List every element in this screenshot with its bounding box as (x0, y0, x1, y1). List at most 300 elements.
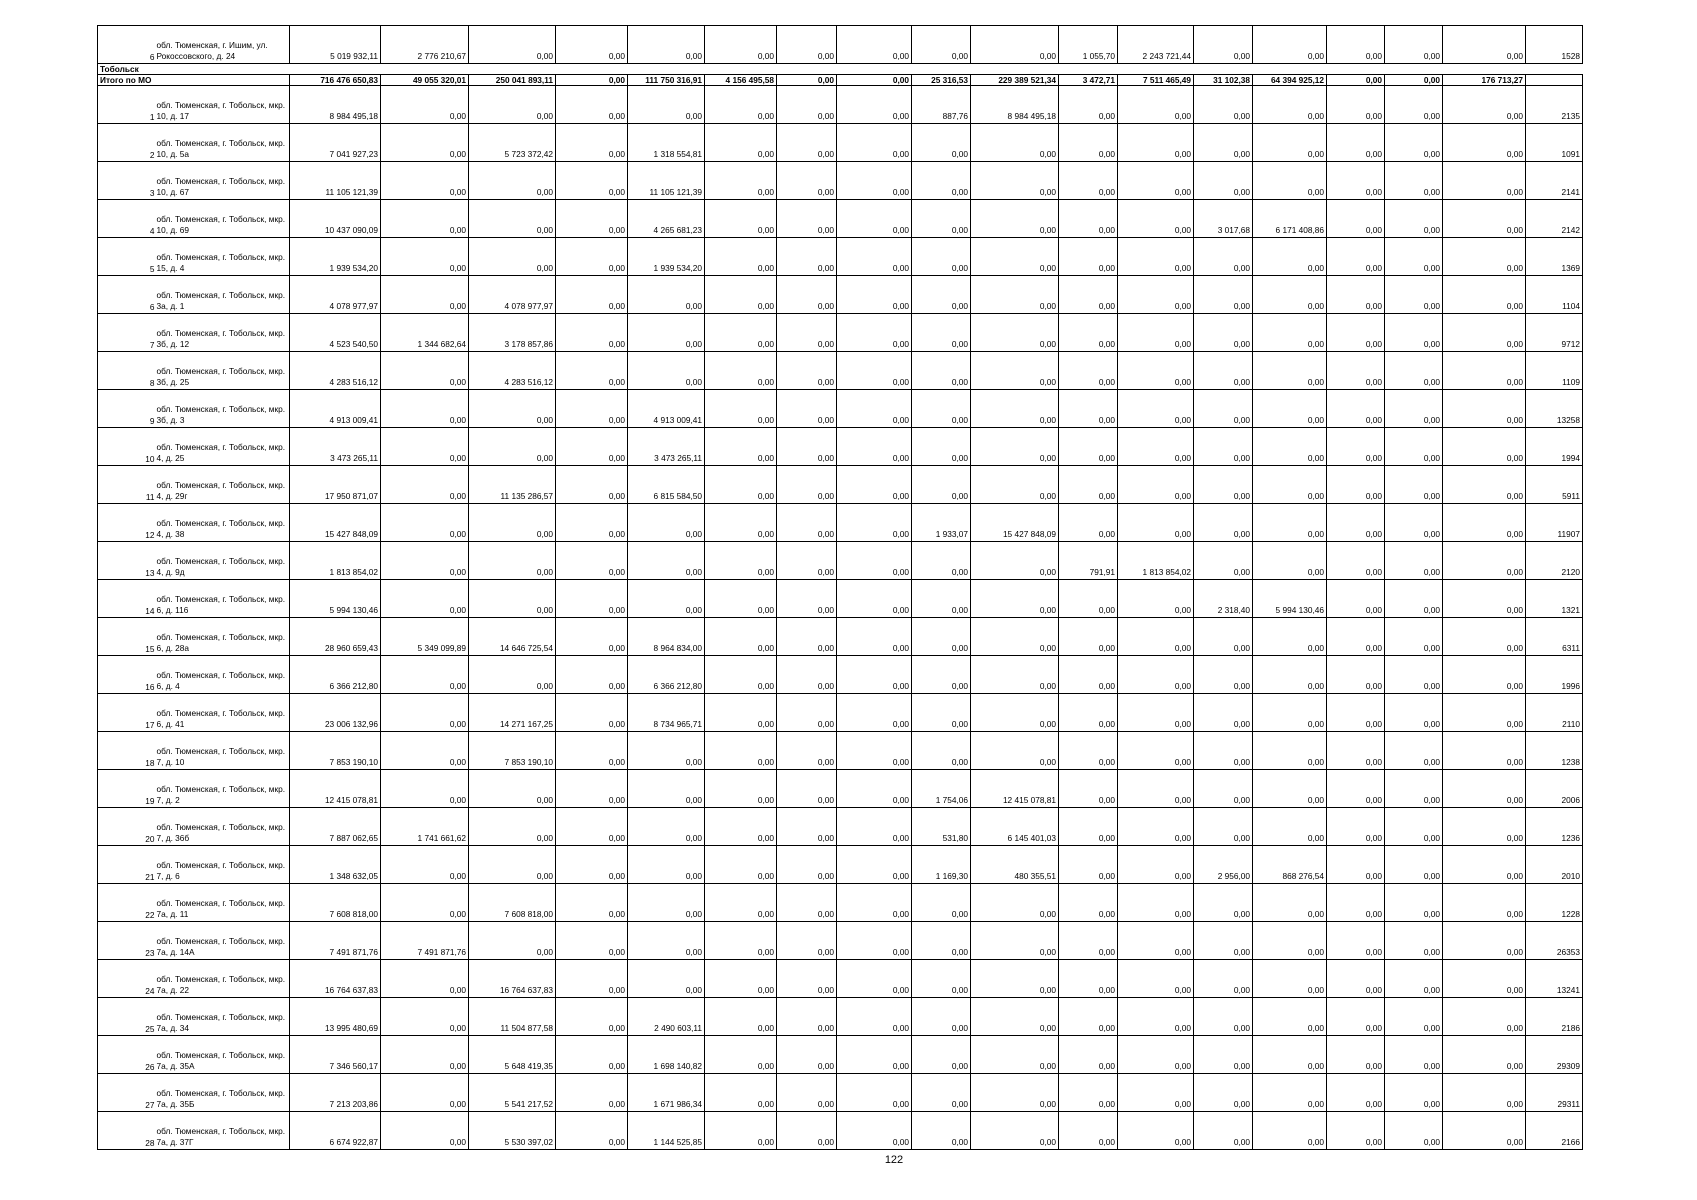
value-cell: 0,00 (1253, 314, 1327, 352)
value-cell: 0,00 (1059, 618, 1118, 656)
value-cell: 5 019 932,11 (290, 26, 381, 64)
value-cell: 0,00 (1327, 1112, 1385, 1150)
row-number-cell: 18 (98, 732, 156, 770)
table-row (98, 200, 1583, 238)
value-cell: 0,00 (381, 162, 469, 200)
value-cell: 0,00 (1194, 884, 1253, 922)
value-cell: 0,00 (837, 770, 912, 808)
value-cell: 2120 (1526, 542, 1583, 580)
value-cell: 0,00 (1443, 1074, 1526, 1112)
value-cell: 0,00 (556, 770, 628, 808)
value-cell: 0,00 (777, 960, 837, 998)
value-cell: 0,00 (705, 466, 777, 504)
value-cell: 0,00 (1443, 390, 1526, 428)
table-row (98, 770, 1583, 808)
value-cell: 0,00 (1443, 1036, 1526, 1074)
value-cell: 0,00 (1327, 238, 1385, 276)
value-cell: 0,00 (912, 732, 971, 770)
value-cell: 4 283 516,12 (469, 352, 556, 390)
row-number-cell: 6 (98, 276, 156, 314)
value-cell: 0,00 (1327, 884, 1385, 922)
value-cell: 0,00 (971, 922, 1059, 960)
value-cell: 0,00 (556, 1112, 628, 1150)
value-cell: 0,00 (1194, 732, 1253, 770)
value-cell: 0,00 (1443, 124, 1526, 162)
value-cell: 0,00 (777, 162, 837, 200)
value-cell: 0,00 (1059, 1036, 1118, 1074)
value-cell: 0,00 (1059, 846, 1118, 884)
value-cell: 0,00 (837, 960, 912, 998)
value-cell: 7 041 927,23 (290, 124, 381, 162)
value-cell: 0,00 (469, 846, 556, 884)
value-cell: 0,00 (1059, 960, 1118, 998)
value-cell: 8 734 965,71 (628, 694, 705, 732)
value-cell: 2 318,40 (1194, 580, 1253, 618)
value-cell: 0,00 (556, 580, 628, 618)
value-cell: 6 366 212,80 (290, 656, 381, 694)
value-cell: 0,00 (777, 656, 837, 694)
value-cell: 0,00 (1194, 1074, 1253, 1112)
value-cell: 1 933,07 (912, 504, 971, 542)
value-cell: 13 995 480,69 (290, 998, 381, 1036)
value-cell: 0,00 (1118, 162, 1194, 200)
value-cell: 0,00 (971, 314, 1059, 352)
total-value-cell: 3 472,71 (1059, 75, 1118, 86)
value-cell: 3 017,68 (1194, 200, 1253, 238)
value-cell: 0,00 (1385, 618, 1443, 656)
value-cell: 0,00 (1385, 390, 1443, 428)
table-row (98, 618, 1583, 656)
value-cell: 0,00 (1385, 314, 1443, 352)
value-cell: 2110 (1526, 694, 1583, 732)
value-cell: 0,00 (837, 808, 912, 846)
value-cell: 0,00 (1059, 200, 1118, 238)
value-cell: 0,00 (1327, 314, 1385, 352)
value-cell: 0,00 (1059, 732, 1118, 770)
value-cell: 0,00 (1443, 732, 1526, 770)
value-cell: 14 271 167,25 (469, 694, 556, 732)
city-label: Тобольск (98, 64, 1583, 75)
value-cell: 0,00 (1118, 352, 1194, 390)
value-cell: 0,00 (912, 542, 971, 580)
value-cell: 0,00 (556, 238, 628, 276)
value-cell: 0,00 (705, 808, 777, 846)
value-cell: 5 723 372,42 (469, 124, 556, 162)
row-number-cell: 25 (98, 998, 156, 1036)
value-cell: 0,00 (837, 86, 912, 124)
address-cell: обл. Тюменская, г. Тобольск, мкр. 7, д. 36б (156, 808, 290, 846)
value-cell: 0,00 (1194, 86, 1253, 124)
value-cell: 0,00 (705, 390, 777, 428)
value-cell: 0,00 (556, 732, 628, 770)
value-cell: 0,00 (1327, 1074, 1385, 1112)
value-cell: 0,00 (705, 1074, 777, 1112)
value-cell: 0,00 (1194, 1112, 1253, 1150)
value-cell: 0,00 (469, 26, 556, 64)
value-cell: 0,00 (1118, 1112, 1194, 1150)
value-cell: 0,00 (777, 1036, 837, 1074)
value-cell: 0,00 (1253, 1036, 1327, 1074)
total-row (98, 75, 1583, 86)
value-cell: 7 491 871,76 (290, 922, 381, 960)
address-cell: обл. Тюменская, г. Тобольск, мкр. 4, д. 9д (156, 542, 290, 580)
value-cell: 0,00 (1385, 732, 1443, 770)
table-row (98, 390, 1583, 428)
value-cell: 0,00 (971, 390, 1059, 428)
value-cell: 3 473 265,11 (628, 428, 705, 466)
value-cell: 0,00 (837, 1112, 912, 1150)
value-cell: 0,00 (1253, 162, 1327, 200)
value-cell: 0,00 (1385, 162, 1443, 200)
row-number-cell: 11 (98, 466, 156, 504)
value-cell: 0,00 (1385, 1074, 1443, 1112)
value-cell: 8 984 495,18 (971, 86, 1059, 124)
total-value-cell: 4 156 495,58 (705, 75, 777, 86)
value-cell: 0,00 (1443, 618, 1526, 656)
value-cell: 0,00 (556, 86, 628, 124)
value-cell: 0,00 (1118, 1074, 1194, 1112)
value-cell: 6 171 408,86 (1253, 200, 1327, 238)
row-number-cell: 14 (98, 580, 156, 618)
value-cell: 0,00 (1385, 922, 1443, 960)
value-cell: 0,00 (381, 1112, 469, 1150)
value-cell: 1 344 682,64 (381, 314, 469, 352)
value-cell: 0,00 (1443, 352, 1526, 390)
value-cell: 0,00 (1194, 1036, 1253, 1074)
value-cell: 0,00 (1443, 26, 1526, 64)
value-cell: 0,00 (628, 732, 705, 770)
value-cell: 0,00 (971, 694, 1059, 732)
value-cell: 14 646 725,54 (469, 618, 556, 656)
value-cell: 0,00 (1443, 846, 1526, 884)
value-cell: 1 144 525,85 (628, 1112, 705, 1150)
value-cell: 0,00 (381, 694, 469, 732)
value-cell: 0,00 (777, 808, 837, 846)
value-cell: 0,00 (705, 580, 777, 618)
value-cell: 0,00 (628, 770, 705, 808)
row-number-cell: 15 (98, 618, 156, 656)
row-number-cell: 3 (98, 162, 156, 200)
value-cell: 8 984 495,18 (290, 86, 381, 124)
value-cell: 4 265 681,23 (628, 200, 705, 238)
value-cell: 5 994 130,46 (1253, 580, 1327, 618)
value-cell: 0,00 (556, 504, 628, 542)
registry-table (97, 25, 1583, 1150)
value-cell: 0,00 (556, 352, 628, 390)
value-cell: 0,00 (1194, 922, 1253, 960)
value-cell: 0,00 (777, 732, 837, 770)
address-cell: обл. Тюменская, г. Тобольск, мкр. 7а, д. 35Б (156, 1074, 290, 1112)
value-cell: 0,00 (1443, 808, 1526, 846)
address-cell: обл. Тюменская, г. Тобольск, мкр. 10, д. 67 (156, 162, 290, 200)
value-cell: 0,00 (1118, 314, 1194, 352)
value-cell: 0,00 (556, 200, 628, 238)
value-cell: 1 813 854,02 (290, 542, 381, 580)
row-number-cell: 23 (98, 922, 156, 960)
address-cell: обл. Тюменская, г. Тобольск, мкр. 4, д. 25 (156, 428, 290, 466)
address-cell: обл. Тюменская, г. Тобольск, мкр. 7а, д. 34 (156, 998, 290, 1036)
value-cell: 0,00 (469, 162, 556, 200)
total-value-cell (1526, 75, 1583, 86)
value-cell: 0,00 (705, 504, 777, 542)
value-cell: 0,00 (1443, 238, 1526, 276)
value-cell: 0,00 (1443, 1112, 1526, 1150)
table-row (98, 428, 1583, 466)
value-cell: 0,00 (777, 846, 837, 884)
value-cell: 0,00 (705, 846, 777, 884)
value-cell: 0,00 (1118, 808, 1194, 846)
value-cell: 0,00 (1194, 26, 1253, 64)
value-cell: 12 415 078,81 (290, 770, 381, 808)
value-cell: 0,00 (1253, 1112, 1327, 1150)
value-cell: 0,00 (1385, 428, 1443, 466)
value-cell: 0,00 (837, 428, 912, 466)
value-cell: 9712 (1526, 314, 1583, 352)
value-cell: 1 671 986,34 (628, 1074, 705, 1112)
value-cell: 0,00 (1253, 124, 1327, 162)
value-cell: 0,00 (837, 998, 912, 1036)
value-cell: 0,00 (1327, 618, 1385, 656)
value-cell: 0,00 (1059, 504, 1118, 542)
value-cell: 0,00 (1443, 276, 1526, 314)
value-cell: 0,00 (705, 86, 777, 124)
value-cell: 1109 (1526, 352, 1583, 390)
value-cell: 0,00 (705, 1112, 777, 1150)
address-cell: обл. Тюменская, г. Тобольск, мкр. 15, д. 4 (156, 238, 290, 276)
value-cell: 0,00 (777, 884, 837, 922)
value-cell: 0,00 (912, 656, 971, 694)
value-cell: 1369 (1526, 238, 1583, 276)
value-cell: 1321 (1526, 580, 1583, 618)
value-cell: 0,00 (1059, 162, 1118, 200)
value-cell: 0,00 (628, 276, 705, 314)
value-cell: 0,00 (1253, 1074, 1327, 1112)
value-cell: 1236 (1526, 808, 1583, 846)
value-cell: 0,00 (971, 1074, 1059, 1112)
value-cell: 0,00 (777, 428, 837, 466)
value-cell: 0,00 (971, 580, 1059, 618)
value-cell: 1 698 140,82 (628, 1036, 705, 1074)
value-cell: 0,00 (837, 922, 912, 960)
value-cell: 0,00 (777, 694, 837, 732)
value-cell: 0,00 (1059, 656, 1118, 694)
value-cell: 0,00 (777, 200, 837, 238)
value-cell: 0,00 (1327, 770, 1385, 808)
address-cell: обл. Тюменская, г. Тобольск, мкр. 6, д. 28а (156, 618, 290, 656)
value-cell: 0,00 (912, 352, 971, 390)
value-cell: 0,00 (1059, 1074, 1118, 1112)
value-cell: 1 754,06 (912, 770, 971, 808)
value-cell: 11907 (1526, 504, 1583, 542)
value-cell: 0,00 (1253, 352, 1327, 390)
value-cell: 1 348 632,05 (290, 846, 381, 884)
value-cell: 0,00 (556, 884, 628, 922)
value-cell: 0,00 (469, 390, 556, 428)
value-cell: 0,00 (705, 922, 777, 960)
value-cell: 0,00 (912, 124, 971, 162)
value-cell: 0,00 (1385, 1036, 1443, 1074)
value-cell: 0,00 (705, 618, 777, 656)
value-cell: 0,00 (1194, 960, 1253, 998)
value-cell: 0,00 (1253, 504, 1327, 542)
value-cell: 0,00 (837, 352, 912, 390)
value-cell: 0,00 (1118, 200, 1194, 238)
value-cell: 0,00 (1327, 428, 1385, 466)
value-cell: 0,00 (912, 314, 971, 352)
value-cell: 0,00 (1118, 846, 1194, 884)
value-cell: 868 276,54 (1253, 846, 1327, 884)
value-cell: 0,00 (1194, 770, 1253, 808)
value-cell: 0,00 (381, 846, 469, 884)
value-cell: 0,00 (381, 580, 469, 618)
value-cell: 0,00 (1443, 428, 1526, 466)
value-cell: 0,00 (777, 238, 837, 276)
value-cell: 0,00 (1194, 694, 1253, 732)
value-cell: 0,00 (1059, 276, 1118, 314)
total-value-cell: 0,00 (1327, 75, 1385, 86)
row-number-cell: 24 (98, 960, 156, 998)
row-number-cell: 20 (98, 808, 156, 846)
value-cell: 13258 (1526, 390, 1583, 428)
total-value-cell: 176 713,27 (1443, 75, 1526, 86)
value-cell: 1 169,30 (912, 846, 971, 884)
value-cell: 0,00 (1327, 390, 1385, 428)
value-cell: 0,00 (1059, 922, 1118, 960)
value-cell: 0,00 (705, 26, 777, 64)
table-row (98, 314, 1583, 352)
value-cell: 0,00 (628, 26, 705, 64)
value-cell: 0,00 (1059, 694, 1118, 732)
value-cell: 5 530 397,02 (469, 1112, 556, 1150)
value-cell: 0,00 (1327, 542, 1385, 580)
value-cell: 2141 (1526, 162, 1583, 200)
address-cell: обл. Тюменская, г. Тобольск, мкр. 10, д. 69 (156, 200, 290, 238)
table-row (98, 162, 1583, 200)
value-cell: 0,00 (469, 770, 556, 808)
address-cell: обл. Тюменская, г. Тобольск, мкр. 7, д. 10 (156, 732, 290, 770)
value-cell: 5911 (1526, 466, 1583, 504)
value-cell: 0,00 (971, 1112, 1059, 1150)
value-cell: 0,00 (1118, 428, 1194, 466)
value-cell: 0,00 (556, 466, 628, 504)
value-cell: 1 939 534,20 (628, 238, 705, 276)
value-cell: 0,00 (1385, 352, 1443, 390)
value-cell: 0,00 (1118, 884, 1194, 922)
row-number-cell: 12 (98, 504, 156, 542)
value-cell: 0,00 (837, 846, 912, 884)
value-cell: 0,00 (1194, 542, 1253, 580)
table-row (98, 86, 1583, 124)
value-cell: 0,00 (556, 542, 628, 580)
total-value-cell: 31 102,38 (1194, 75, 1253, 86)
value-cell: 0,00 (469, 200, 556, 238)
value-cell: 0,00 (1385, 580, 1443, 618)
row-number-cell: 27 (98, 1074, 156, 1112)
value-cell: 0,00 (1385, 466, 1443, 504)
table-row (98, 542, 1583, 580)
value-cell: 0,00 (1118, 656, 1194, 694)
total-value-cell: 7 511 465,49 (1118, 75, 1194, 86)
value-cell: 0,00 (1118, 390, 1194, 428)
value-cell: 2166 (1526, 1112, 1583, 1150)
value-cell: 0,00 (381, 504, 469, 542)
value-cell: 0,00 (912, 428, 971, 466)
value-cell: 0,00 (912, 1036, 971, 1074)
value-cell: 1994 (1526, 428, 1583, 466)
value-cell: 0,00 (1194, 162, 1253, 200)
value-cell: 0,00 (1253, 542, 1327, 580)
value-cell: 16 764 637,83 (290, 960, 381, 998)
value-cell: 17 950 871,07 (290, 466, 381, 504)
address-cell: обл. Тюменская, г. Тобольск, мкр. 7, д. 2 (156, 770, 290, 808)
value-cell: 4 523 540,50 (290, 314, 381, 352)
table-body (98, 26, 1583, 1150)
value-cell: 0,00 (1059, 466, 1118, 504)
value-cell: 0,00 (1327, 998, 1385, 1036)
value-cell: 0,00 (381, 390, 469, 428)
value-cell: 0,00 (1443, 960, 1526, 998)
value-cell: 0,00 (1327, 960, 1385, 998)
value-cell: 2 776 210,67 (381, 26, 469, 64)
value-cell: 4 283 516,12 (290, 352, 381, 390)
value-cell: 0,00 (381, 352, 469, 390)
value-cell: 0,00 (556, 922, 628, 960)
value-cell: 0,00 (777, 86, 837, 124)
value-cell: 0,00 (1194, 238, 1253, 276)
value-cell: 0,00 (1443, 694, 1526, 732)
table-row (98, 1074, 1583, 1112)
value-cell: 0,00 (1385, 694, 1443, 732)
value-cell: 0,00 (1253, 656, 1327, 694)
value-cell: 11 105 121,39 (628, 162, 705, 200)
value-cell: 0,00 (1059, 428, 1118, 466)
value-cell: 0,00 (1443, 998, 1526, 1036)
value-cell: 0,00 (1253, 390, 1327, 428)
value-cell: 0,00 (628, 352, 705, 390)
value-cell: 0,00 (1443, 922, 1526, 960)
table-row (98, 732, 1583, 770)
value-cell: 2 243 721,44 (1118, 26, 1194, 64)
value-cell: 0,00 (1194, 276, 1253, 314)
address-cell: обл. Тюменская, г. Тобольск, мкр. 7, д. 6 (156, 846, 290, 884)
value-cell: 0,00 (777, 466, 837, 504)
value-cell: 0,00 (1059, 124, 1118, 162)
value-cell: 0,00 (971, 428, 1059, 466)
total-value-cell: 49 055 320,01 (381, 75, 469, 86)
value-cell: 0,00 (1327, 162, 1385, 200)
table-row (98, 1036, 1583, 1074)
value-cell: 0,00 (381, 86, 469, 124)
row-number-cell: 4 (98, 200, 156, 238)
value-cell: 11 135 286,57 (469, 466, 556, 504)
value-cell: 0,00 (1194, 466, 1253, 504)
value-cell: 0,00 (1194, 352, 1253, 390)
row-number-cell: 17 (98, 694, 156, 732)
address-cell: обл. Тюменская, г. Тобольск, мкр. 3б, д. 12 (156, 314, 290, 352)
value-cell: 1 741 661,62 (381, 808, 469, 846)
value-cell: 0,00 (971, 124, 1059, 162)
value-cell: 4 913 009,41 (628, 390, 705, 428)
value-cell: 0,00 (1253, 732, 1327, 770)
value-cell: 11 504 877,58 (469, 998, 556, 1036)
value-cell: 0,00 (705, 694, 777, 732)
value-cell: 0,00 (1253, 86, 1327, 124)
value-cell: 0,00 (1443, 656, 1526, 694)
value-cell: 0,00 (837, 162, 912, 200)
value-cell: 0,00 (777, 922, 837, 960)
value-cell: 0,00 (1327, 26, 1385, 64)
value-cell: 0,00 (556, 390, 628, 428)
